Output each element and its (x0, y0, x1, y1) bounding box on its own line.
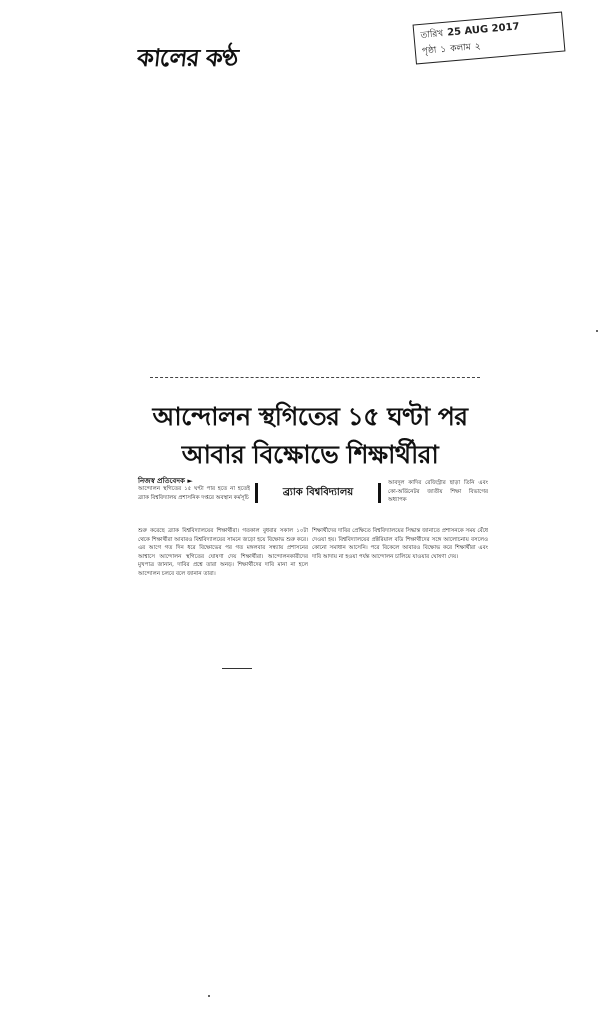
scan-speck (208, 995, 210, 997)
stamp-date-value: 25 AUG 2017 (446, 21, 520, 39)
news-clipping (130, 375, 490, 650)
article-column-c: শুরু করেছে ব্র্যাক বিশ্ববিদ্যালয়ের শিক্ষার্থীরা। গতকাল বুধবার সকাল ১০টা থেকে শিক্ষার্থীরা আবারও বিশ্ববিদ্যালয়ের সামনে জড়ো হয়ে বিক্ষোভ শুরু করে। এর আগে গত দিন ধরে বিক্ষোভের পর গত মঙ্গলবার সন্ধ্যায় প্রশাসনের আশ্বাসে আন্দোলন স্থগিতের ঘোষণা দেয় শিক্ষার্থীরা। আন্দোলনকারীদের মুখপাত্র জানান, দাবির প্রশ্নে তারা অনড়। শিক্ষার্থীদের দাবি মানা না হলে আন্দোলন চলবে বলে জানান তারা। (138, 528, 308, 577)
stamp-page-value: ১ (440, 44, 447, 56)
stamp-date-label: তারিখ (420, 28, 444, 41)
university-logo-box: ব্র্যাক বিশ্ববিদ্যালয় (255, 483, 381, 503)
headline-line-2: আবার বিক্ষোভে শিক্ষার্থীরা (181, 440, 439, 469)
headline-line-1: আন্দোলন স্থগিতের ১৫ ঘণ্টা পর (152, 402, 468, 431)
clipping-top-rule (150, 377, 480, 378)
article-column-d: শিক্ষার্থীদের দাবির প্রেক্ষিতে বিশ্ববিদ্যালয়ের সিদ্ধান্ত জানাতে প্রশাসনকে সময় বেঁধে দেওয়া হয়। বিশ্ববিদ্যালয়ের প্রক্টরিয়াল বডি শিক্ষার্থীদের সঙ্গে আলোচনায় বসলেও কোনো সমাধান আসেনি। পরে বিকেলে আবারও বিক্ষোভ করে শিক্ষার্থীরা এবং দাবি আদায় না হওয়া পর্যন্ত আন্দোলন চালিয়ে যাওয়ার ঘোষণা দেয়। (312, 528, 488, 560)
scan-speck (596, 330, 598, 332)
article-column-b: আবদুল কাদির রেজিস্ট্রার ছাড়া তিনি এবং কো-অর্ডিনেটর জাতীয় শিক্ষা বিভাগের অধ্যাপক (388, 480, 488, 504)
newspaper-masthead: কালের কণ্ঠ (135, 43, 240, 72)
article-column-a: আন্দোলন স্থগিতের ১৫ ঘণ্টা পার হতে না হতেই ব্র্যাক বিশ্ববিদ্যালয় প্রশাসনিক দপ্তরে অবস্থান কর্মসূচি (138, 486, 250, 501)
archive-stamp (413, 12, 566, 65)
stamp-page-label: পৃষ্ঠা (421, 45, 437, 57)
stamp-column-label: কলাম (449, 42, 472, 55)
byline: নিজস্ব প্রতিবেদক ► (138, 477, 193, 485)
scan-artifact-dash (222, 668, 252, 669)
stamp-column-value: ২ (474, 41, 482, 53)
